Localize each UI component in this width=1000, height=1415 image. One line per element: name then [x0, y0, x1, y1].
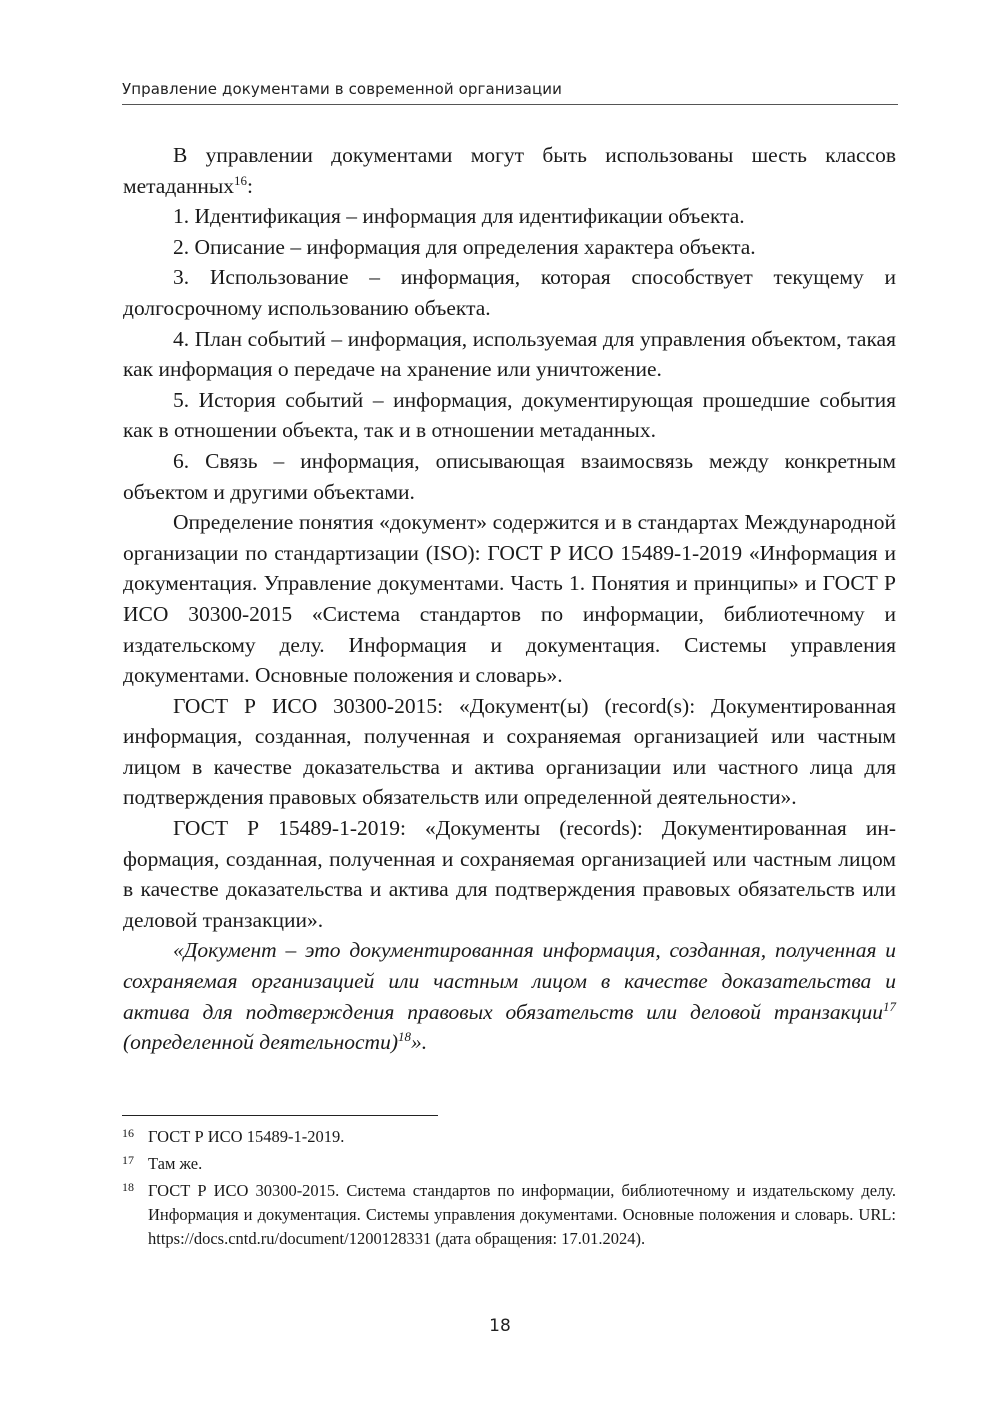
footnote-divider — [122, 1115, 438, 1116]
list-item-event-plan: 4. План событий – информация, используемая для управления объектом, такая как информация о передаче на хранение или уничтожение. — [123, 326, 896, 382]
footnote-17 — [122, 1152, 896, 1176]
page-number: 18 — [489, 1316, 511, 1336]
main-text — [123, 140, 896, 1058]
definition-text-end: ». — [411, 1030, 428, 1055]
paragraph-intro — [123, 140, 896, 201]
definition-text: «Документ – это документированная информация, созданная, полученная и сохраняемая организацией или частным лицом в качестве доказательства и актива для подтверждения правовых обязательств или деловой транзакции — [123, 938, 896, 1024]
footnote-ref-16[interactable]: 16 — [234, 172, 248, 188]
footnote-mark: 18 — [122, 1180, 134, 1194]
footnote-ref-17[interactable]: 17 — [883, 998, 896, 1014]
footnote-mark: 17 — [122, 1153, 134, 1167]
footnote-18 — [122, 1179, 896, 1251]
footnotes — [122, 1125, 896, 1254]
header-divider — [122, 104, 898, 105]
footnote-16 — [122, 1125, 896, 1149]
paragraph-iso-standards: Определение понятия «документ» содержится и в стандартах Международной организации по стандартизации (ISO): ГОСТ Р ИСО 15489-1-2019 «Информация и документация. Управление документами. Часть 1. Понятия и принципы» и ГОСТ Р ИСО 30300-2015 «Система стандартов по информации, библиотечному и издательскому делу. Информация и документация. Системы управления документами. Основные положения и словарь». — [123, 510, 896, 688]
footnote-text: ГОСТ Р ИСО 30300-2015. Система стандартов по информации, библиотечному и издательскому делу. Информация и документация. Системы управления документами. Основные положения и словарь. URL: https://docs.cntd.ru/document/1200128331 (дата обращения: 17.01.2024). — [148, 1181, 896, 1248]
definition-text-cont: (определенной деятельности) — [123, 1030, 398, 1055]
list-item-event-history: 5. История событий – информация, документирующая прошедшие события как в отношении объекта, так и в отношении метаданных. — [123, 387, 896, 443]
footnote-mark: 16 — [122, 1126, 134, 1140]
paragraph-intro-text: В управлении документами могут быть использованы шесть классов метаданных — [123, 143, 896, 198]
paragraph-intro-end: : — [247, 173, 254, 198]
running-title: Управление документами в современной организации — [122, 80, 562, 98]
list-item-description: 2. Описание – информация для определения характера объекта. — [173, 234, 756, 259]
footnote-ref-18[interactable]: 18 — [398, 1029, 411, 1045]
list-item-usage: 3. Использование – информация, которая способствует текущему и долгосрочному использованию объекта. — [123, 265, 896, 320]
footnote-text: ГОСТ Р ИСО 15489-1-2019. — [148, 1127, 345, 1146]
paragraph-definition — [123, 935, 896, 1057]
paragraph-gost-15489: ГОСТ Р 15489-1-2019: «Документы (records): Документированная информация, созданная, полученная и сохраняемая организацией или частным лицом в качестве доказательства и актива для подтверждения правовых обязательств или деловой транзакции». — [123, 816, 896, 932]
footnote-text: Там же. — [148, 1154, 203, 1173]
list-item-identification: 1. Идентификация – информация для идентификации объекта. — [173, 204, 745, 229]
paragraph-gost-30300: ГОСТ Р ИСО 30300-2015: «Документ(ы) (record(s): Документированная информация, созданная, полученная и сохраняемая организацией или частным лицом в качестве доказательства и актива организации или частного лица для подтверждения правовых обязательств или определенной деятельности». — [123, 693, 896, 810]
list-item-relation: 6. Связь – информация, описывающая взаимосвязь между конкретным объектом и другими объектами. — [123, 448, 896, 504]
